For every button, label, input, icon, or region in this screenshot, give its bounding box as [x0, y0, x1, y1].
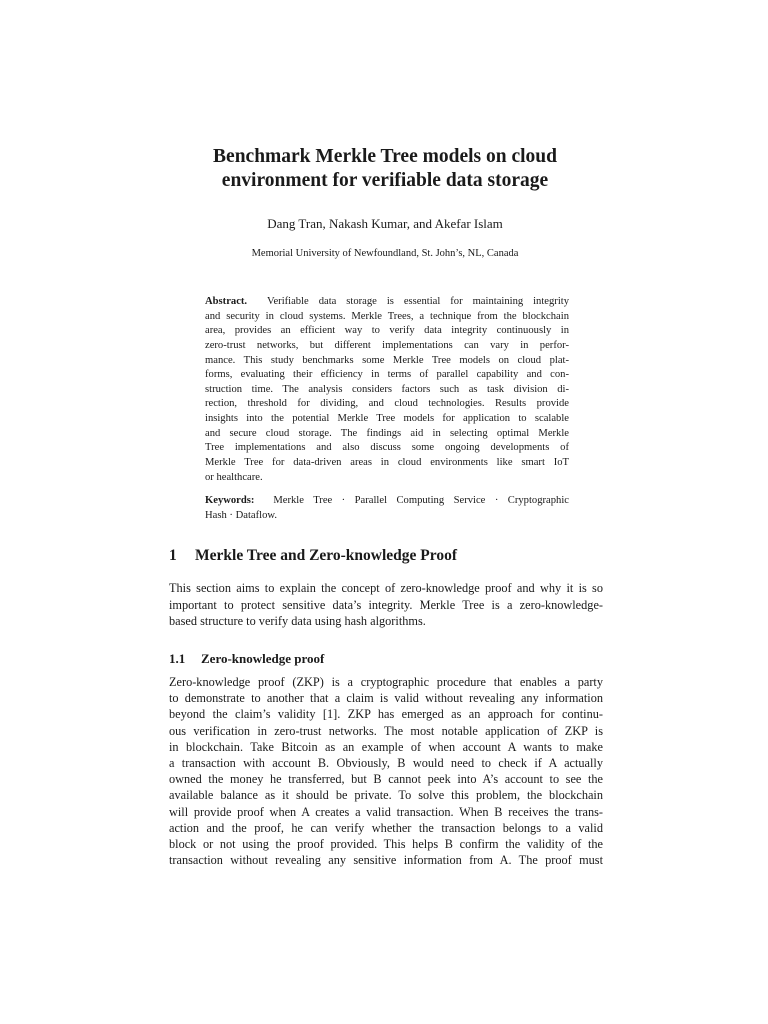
author-list: Dang Tran, Nakash Kumar, and Akefar Islam	[267, 216, 503, 231]
abstract-line: Abstract. Verifiable data storage is essential for maintaining integrity	[205, 296, 570, 307]
paragraph-line: in blockchain. Take Bitcoin as an example of when account A wants to make	[169, 739, 603, 754]
paragraph-line: This section aims to explain the concept of zero-knowledge proof and why it is so	[169, 581, 603, 595]
keywords-line: Hash · Dataflow.	[205, 509, 277, 521]
abstract-line: mance. This study benchmarks some Merkle Tree models on cloud plat-	[205, 354, 569, 366]
keywords-line: Keywords: Merkle Tree · Parallel Computing Service · Cryptographic	[205, 495, 569, 506]
keywords	[205, 494, 569, 523]
section-title: Merkle Tree and Zero-knowledge Proof	[195, 547, 458, 564]
affiliation: Memorial University of Newfoundland, St. John’s, NL, Canada	[251, 248, 519, 259]
abstract-label: Abstract.	[205, 296, 248, 307]
paragraph-line: based structure to verify data using hash algorithms.	[169, 614, 426, 629]
subsection-number: 1.1	[169, 651, 186, 666]
abstract-line: area, provides an efficient way to verify data integrity continuously in	[205, 325, 569, 337]
paper-title-line: Benchmark Merkle Tree models on cloud	[213, 146, 557, 167]
paragraph-line: to demonstrate to another that a claim is valid without revealing any information	[169, 691, 603, 706]
paragraph-line: available balance as it should be private. To solve this problem, the blockchain	[169, 788, 603, 803]
paper-title	[150, 145, 620, 193]
paragraph-line: important to protect sensitive data’s integrity. Merkle Tree is a zero-knowledge-	[169, 597, 603, 612]
abstract-line: rection, threshold for dividing, and cloud technologies. Results provide	[205, 398, 569, 410]
paragraph-line: Zero-knowledge proof (ZKP) is a cryptographic procedure that enables a party	[169, 675, 603, 689]
abstract-line: and security in cloud systems. Merkle Trees, a technique from the blockchain	[205, 310, 569, 322]
abstract-line: struction time. The analysis considers factors such as task division di-	[205, 383, 569, 395]
paper-title-line: environment for verifiable data storage	[221, 170, 549, 191]
paragraph-line: will provide proof when A creates a valid transaction. When B receives the trans-	[169, 804, 603, 819]
abstract-line: insights into the potential Merkle Tree models for application to scalable	[205, 413, 569, 424]
abstract-line: or healthcare.	[205, 471, 263, 483]
abstract-line: Merkle Tree for data-driven areas in cloud environments like smart IoT	[205, 456, 569, 468]
abstract-line: and secure cloud storage. The findings aid in selecting optimal Merkle	[205, 427, 569, 439]
paragraph-line: beyond the claim’s validity [1]. ZKP has emerged as an approach for continu-	[169, 707, 603, 722]
abstract-line: zero-trust networks, but different implementations can vary in perfor-	[205, 339, 569, 351]
subsection-heading	[169, 650, 324, 667]
subsection-body-paragraph	[169, 674, 603, 868]
section-heading	[169, 546, 457, 566]
abstract	[205, 295, 569, 485]
paragraph-line: transaction without revealing any sensitive information from A. The proof must	[169, 853, 603, 868]
abstract-line: forms, evaluating their efficiency in terms of parallel capability and con-	[205, 369, 569, 381]
abstract-line: Tree implementations and also discuss some ongoing developments of	[205, 442, 569, 454]
keywords-label: Keywords:	[205, 495, 255, 506]
section-number: 1	[169, 547, 177, 564]
paragraph-line: owned the money he transferred, but B cannot peek into A’s account to see the	[169, 772, 603, 787]
subsection-title: Zero-knowledge proof	[201, 651, 325, 666]
paragraph-line: block or not using the proof provided. This helps B confirm the validity of the	[169, 836, 603, 851]
paragraph-line: a transaction with account B. Obviously, B would need to check if A actually	[169, 755, 603, 770]
paragraph-line: ous verification in zero-trust networks. The most notable application of ZKP is	[169, 723, 603, 738]
paragraph-line: action and the proof, he can verify whether the transaction belongs to a valid	[169, 820, 603, 835]
section-intro-paragraph	[169, 580, 603, 630]
